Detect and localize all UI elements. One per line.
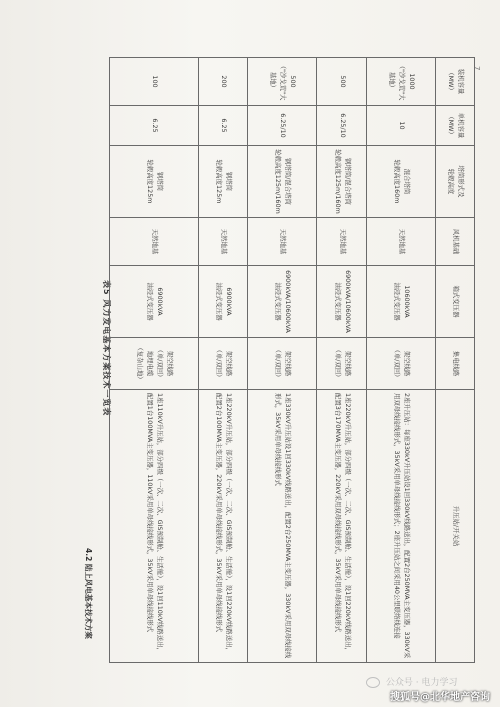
- header-cell: 风机基础: [436, 218, 475, 266]
- header-cell: 单机容量 （MW）: [436, 106, 475, 146]
- section-heading: 4.2 陆上风电基本技术方案: [84, 548, 93, 639]
- table-row: [366, 58, 435, 663]
- table-cell: 架空线路 （单/双回）: [317, 338, 366, 390]
- watermark-text: 公众号 · 电力学习: [385, 678, 458, 688]
- table-cell: 钢塔筒/混合塔筒 轮毂高度125m/160m: [317, 146, 366, 218]
- sohu-stamp: 搜狐号@北华地产咨询: [390, 692, 490, 703]
- table-cell: 6.25: [110, 106, 199, 146]
- wechat-watermark: [366, 675, 457, 688]
- table-cell: 架空线路 （单/双回）: [366, 338, 435, 390]
- table-cell: 天然地基: [248, 218, 317, 266]
- table-cell: 天然地基: [110, 218, 199, 266]
- table-cell: 钢塔筒 轮毂高度125m: [110, 146, 199, 218]
- table-cell: 200: [198, 58, 247, 106]
- table-cell: 6.25/10: [248, 106, 317, 146]
- table-header-row: [436, 58, 475, 663]
- header-cell: 集电线路: [436, 338, 475, 390]
- table-row: [110, 58, 199, 663]
- wechat-icon: [366, 677, 380, 688]
- table-cell: 2座升压站：每座330kV升压站设1回330kV线路送出，配置2台250MVA主变压器，330kV采用双母线接线形式，35kV采用单母线接线形式；2座升压站之间采用40公里联络线连接: [366, 390, 435, 663]
- table-cell: 1座330kV升压站设1回330kV线路送出，配置2台250MVA主变压器，330kV采用双母线接线形式，35kV采用单母线接线形式: [248, 390, 317, 663]
- table-cell: 6900kVA 油浸式变压器: [110, 266, 199, 338]
- table-row: [248, 58, 317, 663]
- table-cell: 钢塔筒/混合塔筒 轮毂高度125m/160m: [248, 146, 317, 218]
- header-cell: 升压站/开关站: [436, 390, 475, 663]
- table-cell: 天然地基: [198, 218, 247, 266]
- table-cell: 10600kVA 油浸式变压器: [366, 266, 435, 338]
- header-cell: 装机容量 （MW）: [436, 58, 475, 106]
- table-cell: 架空线路 （单/双回）: [198, 338, 247, 390]
- table-cell: 6900kVA/10600kVA 油浸式变压器: [248, 266, 317, 338]
- table-cell: 架空线路 （单/双回）: [248, 338, 317, 390]
- table-cell: 500: [317, 58, 366, 106]
- wind-power-technical-table: [109, 57, 475, 663]
- table-cell: 1座220kV升压站，部分四级（一次、二次、GIS预制舱、生活舱），设1回220kV线路送出，配置3台170MVA主变压器，220kV采用双母线接线形式，35kV采用单母线接线形式: [317, 390, 366, 663]
- table-cell: 100: [110, 58, 199, 106]
- table-cell: 混合塔筒 轮毂高度160m: [366, 146, 435, 218]
- table-cell: 钢塔筒 轮毂高度125m: [198, 146, 247, 218]
- table-row: [198, 58, 247, 663]
- table-cell: 6900kVA/10600kVA 油浸式变压器: [317, 266, 366, 338]
- table-cell: 10: [366, 106, 435, 146]
- table-cell: 天然地基: [366, 218, 435, 266]
- rotated-table-container: [109, 57, 475, 662]
- table-cell: 架空线路 （单/双回） 地埋电缆 （复杂山地）: [110, 338, 199, 390]
- page-number: 7: [473, 66, 481, 71]
- table-cell: 6.25: [198, 106, 247, 146]
- table-cell: 1座110kV升压站，部分四级（一次、二次、GIS预制舱、生活舱），设1回110kV线路送出，配置1台100MVA主变压器，110kV采用单母线接线形式，35kV采用单母线接线形式: [110, 390, 199, 663]
- table-cell: 1000 （"沙戈荒"大基地）: [366, 58, 435, 106]
- table-row: [317, 58, 366, 663]
- table-cell: 1座220kV升压站，部分四级（一次、二次、GIS预制舱、生活舱），设1回220kV线路送出，配置2台100MVA主变压器，220kV采用单母线接线形式，35kV采用单母线接线形式: [198, 390, 247, 663]
- table-cell: 6900kVA 油浸式变压器: [198, 266, 247, 338]
- table-cell: 6.25/10: [317, 106, 366, 146]
- header-cell: 塔筒形式及 轮毂高度: [436, 146, 475, 218]
- table-title: 表5 风力发电基本方案技术一览表: [102, 280, 111, 417]
- table-cell: 天然地基: [317, 218, 366, 266]
- table-cell: 500 （"沙戈荒"大基地）: [248, 58, 317, 106]
- header-cell: 箱式变压器: [436, 266, 475, 338]
